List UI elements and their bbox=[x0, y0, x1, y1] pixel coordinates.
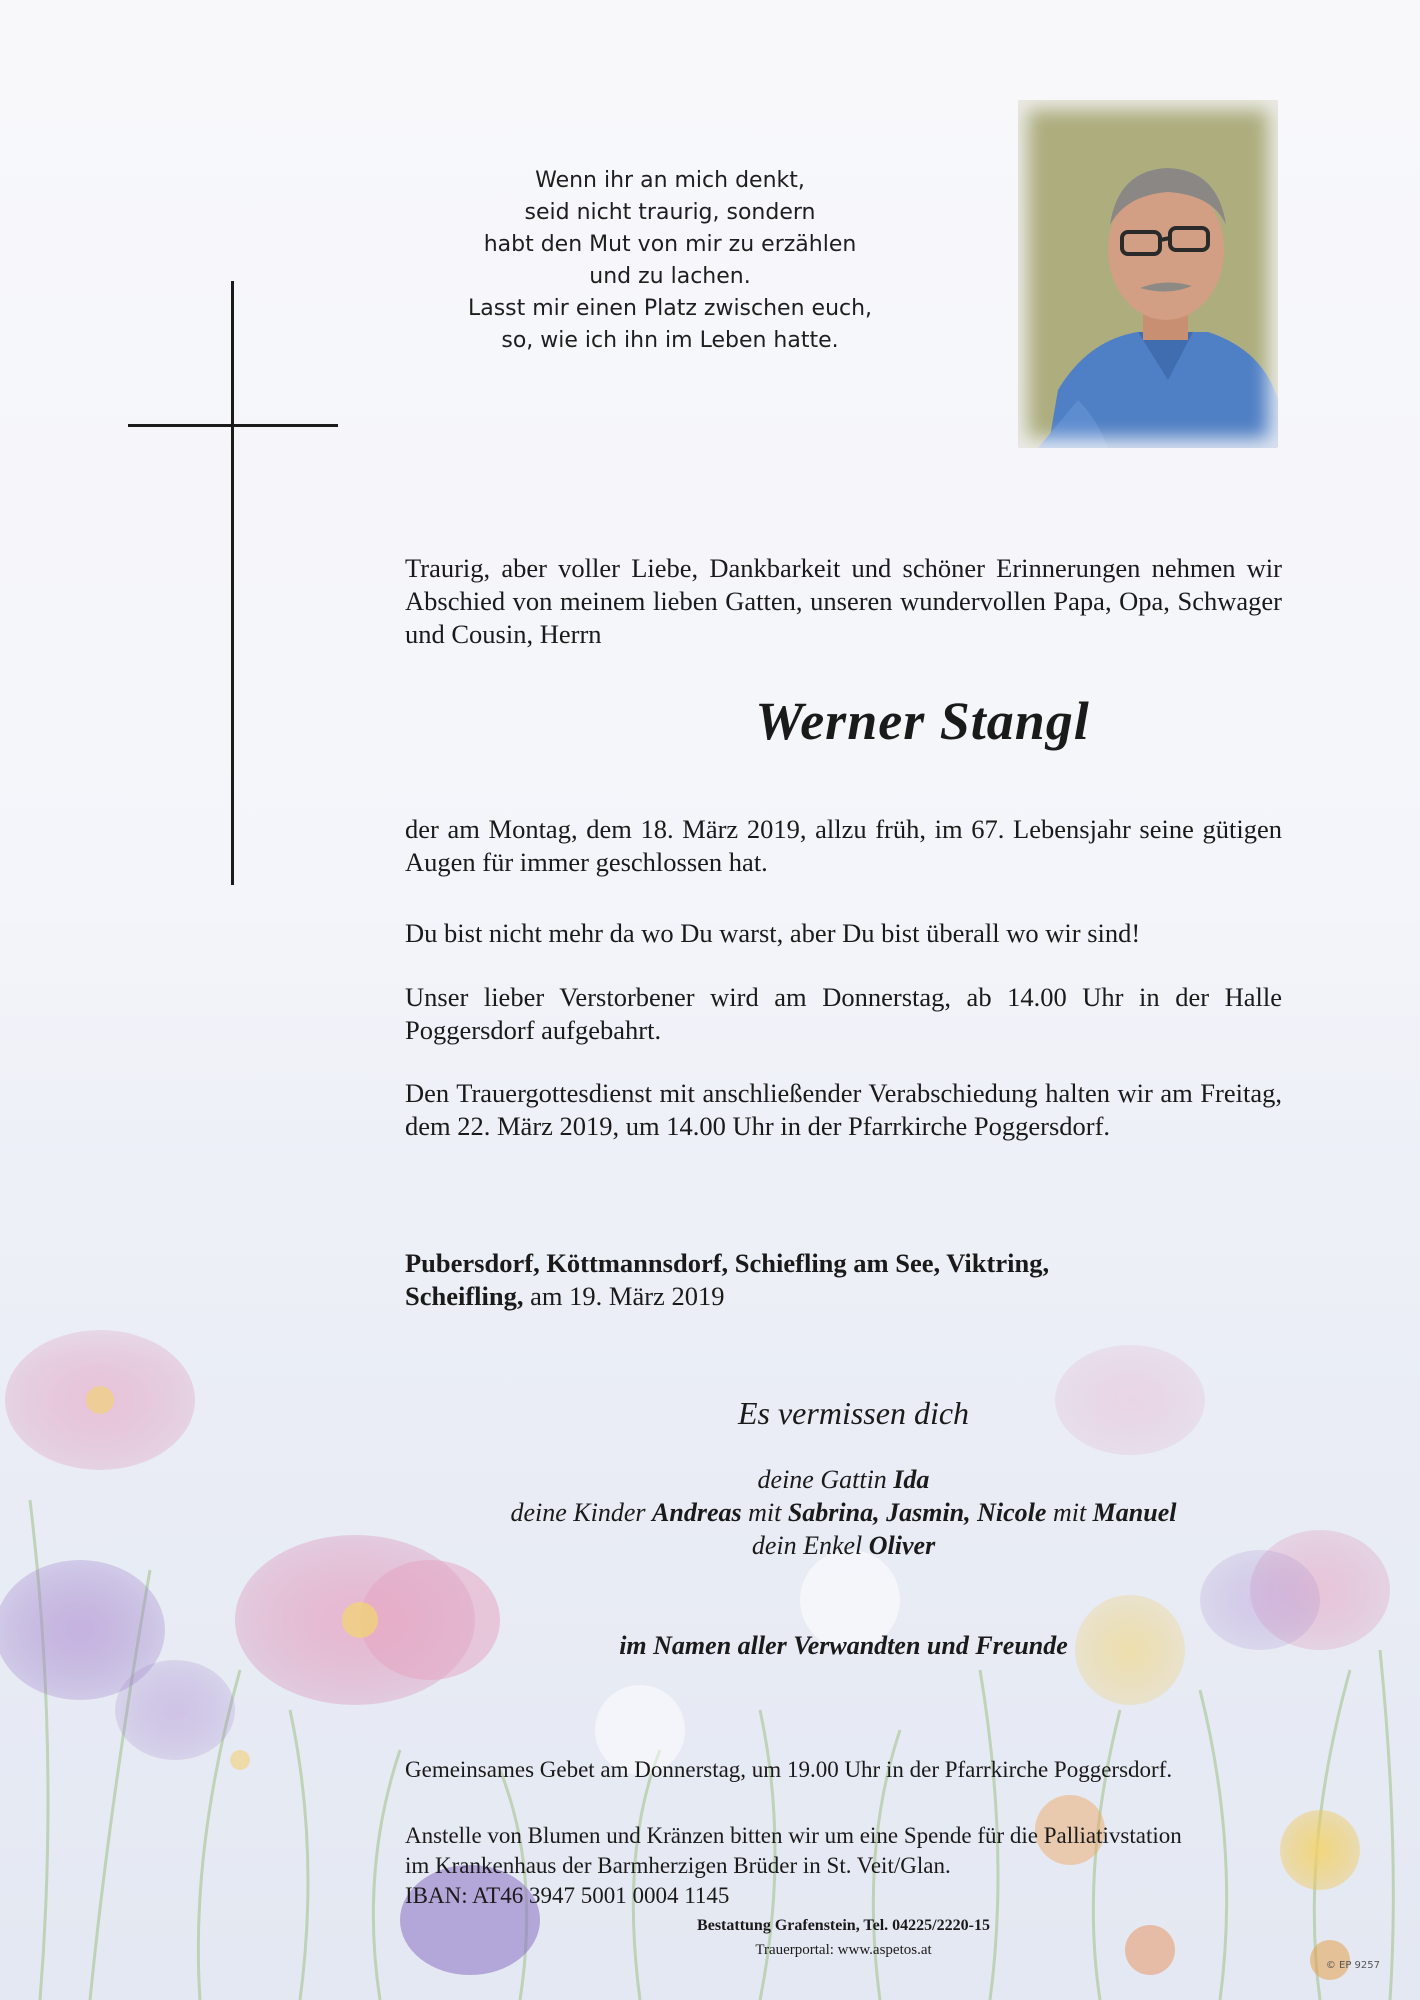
deceased-name: Werner Stangl bbox=[755, 691, 1090, 751]
places-list-last: Scheifling, bbox=[405, 1281, 524, 1311]
service-paragraph: Den Trauergottesdienst mit anschließender Verabschiedung halten wir am Freitag, dem 22. März 2019, um 14.00 Uhr in der Pfarrkirche Poggersdorf. bbox=[405, 1078, 1282, 1141]
donation-line: im Krankenhaus der Barmherzigen Brüder in St. Veit/Glan. bbox=[405, 1853, 951, 1878]
memorial-portal: Trauerportal: www.aspetos.at bbox=[755, 1942, 932, 1958]
family-name: Manuel bbox=[1092, 1498, 1177, 1527]
poem-line: habt den Mut von mir zu erzählen bbox=[483, 232, 857, 257]
family-label: mit bbox=[741, 1498, 788, 1527]
family-name: Andreas bbox=[652, 1498, 742, 1527]
cross-horizontal-bar bbox=[128, 424, 338, 427]
family-label: dein Enkel bbox=[751, 1531, 869, 1560]
prayer-notice: Gemeinsames Gebet am Donnerstag, um 19.00 Uhr in der Pfarrkirche Poggersdorf. bbox=[405, 1757, 1173, 1782]
family-label: deine Gattin bbox=[757, 1465, 894, 1494]
family-list bbox=[405, 1463, 1282, 1562]
intro-paragraph: Traurig, aber voller Liebe, Dankbarkeit und schöner Erinnerungen nehmen wir Abschied von meinem lieben Gatten, unseren wundervollen Papa, Opa, Schwager und Cousin, Herrn bbox=[405, 553, 1282, 649]
places-paragraph bbox=[405, 1247, 1282, 1313]
relatives-line: im Namen aller Verwandten und Freunde bbox=[619, 1631, 1068, 1660]
family-grandchild-line bbox=[405, 1529, 1282, 1562]
quote-paragraph: Du bist nicht mehr da wo Du warst, aber Du bist überall wo wir sind! bbox=[405, 918, 1141, 948]
family-name: Oliver bbox=[868, 1531, 936, 1560]
family-name: Sabrina, Jasmin, Nicole bbox=[787, 1498, 1047, 1527]
poem-line: und zu lachen. bbox=[589, 264, 751, 289]
memorial-poem bbox=[430, 165, 910, 357]
template-code: © EP 9257 bbox=[1325, 1960, 1380, 1971]
iban: IBAN: AT46 3947 5001 0004 1145 bbox=[405, 1883, 730, 1908]
miss-heading: Es vermissen dich bbox=[737, 1395, 970, 1431]
family-children-line bbox=[405, 1496, 1282, 1529]
poem-line: seid nicht traurig, sondern bbox=[524, 200, 816, 225]
donation-line: Anstelle von Blumen und Kränzen bitten wir um eine Spende für die Palliativstation bbox=[405, 1823, 1182, 1848]
family-label: deine Kinder bbox=[510, 1498, 653, 1527]
poem-line: Lasst mir einen Platz zwischen euch, bbox=[467, 296, 873, 321]
cross-vertical-bar bbox=[231, 281, 234, 885]
poem-line: Wenn ihr an mich denkt, bbox=[535, 168, 805, 193]
places-date: am 19. März 2019 bbox=[523, 1281, 725, 1311]
poem-line: so, wie ich ihn im Leben hatte. bbox=[501, 328, 839, 353]
donation-notice bbox=[405, 1821, 1282, 1911]
photo-vignette bbox=[1018, 100, 1278, 448]
death-paragraph: der am Montag, dem 18. März 2019, allzu früh, im 67. Lebensjahr seine gütigen Augen für immer geschlossen hat. bbox=[405, 814, 1282, 877]
family-spouse-line bbox=[405, 1463, 1282, 1496]
viewing-paragraph: Unser lieber Verstorbener wird am Donnerstag, ab 14.00 Uhr in der Halle Poggersdorf aufgebahrt. bbox=[405, 982, 1282, 1045]
funeral-home: Bestattung Grafenstein, Tel. 04225/2220-15 bbox=[697, 1917, 990, 1934]
family-label: mit bbox=[1046, 1498, 1093, 1527]
portrait-photo bbox=[1018, 100, 1278, 448]
places-list: Pubersdorf, Köttmannsdorf, Schiefling am See, Viktring, bbox=[405, 1248, 1050, 1278]
family-name: Ida bbox=[893, 1465, 930, 1494]
